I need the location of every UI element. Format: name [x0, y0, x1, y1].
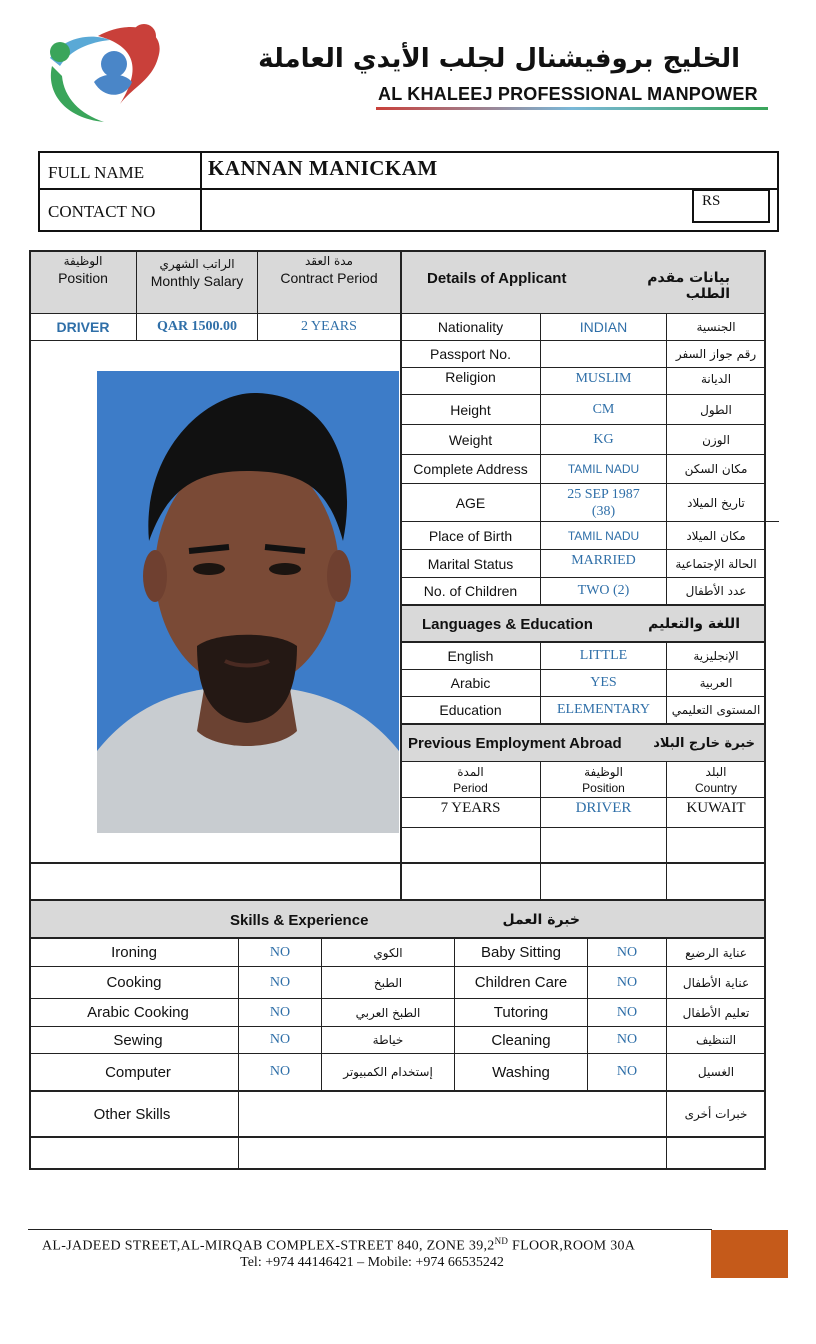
education-label: Education [439, 702, 502, 718]
detail-label-ar: الحالة الإجتماعية [675, 556, 757, 571]
languages-title-ar: اللغة والتعليم [648, 616, 740, 632]
country-header-en: Country [694, 781, 738, 795]
detail-value: TAMIL NADU [567, 528, 640, 543]
position-header-ar: الوظيفة [63, 254, 103, 268]
header-divider [376, 107, 768, 110]
full-name-label: FULL NAME [48, 163, 145, 182]
detail-label: Marital Status [427, 555, 514, 572]
detail-value: TWO (2) [577, 583, 630, 598]
skills-title-ar: خبرة العمل [502, 912, 580, 928]
skill-label: Tutoring [493, 1004, 549, 1021]
emp-period-value: 7 YEARS [440, 799, 501, 816]
details-title: Details of Applicant [427, 270, 567, 287]
footer-divider [28, 1229, 712, 1230]
emp-position-header-en: Position [582, 781, 625, 795]
detail-label-ar: مكان السكن [684, 462, 748, 476]
detail-label-ar: الجنسية [696, 320, 736, 334]
detail-label: Religion [445, 369, 496, 385]
skill-value: NO [269, 1032, 291, 1047]
salary-header [137, 257, 257, 289]
company-logo [40, 18, 170, 126]
detail-label: Height [450, 401, 491, 418]
skill-value: NO [616, 1004, 638, 1020]
employment-title: Previous Employment Abroad [408, 734, 622, 752]
detail-value: CM [592, 401, 615, 417]
language-label: Arabic [450, 675, 491, 691]
detail-label: Passport No. [430, 346, 511, 362]
skill-label: Ironing [111, 944, 157, 961]
footer-address [42, 1236, 702, 1255]
contract-header-ar: مدة العقد [305, 254, 353, 268]
footer-address-a: AL-JADEED STREET,AL-MIRQAB COMPLEX-STREET 840, ZONE 39,2 [42, 1238, 495, 1254]
country-header-ar: البلد [705, 765, 727, 779]
company-name-english: AL KHALEEJ PROFESSIONAL MANPOWER [378, 84, 758, 104]
detail-value: INDIAN [579, 319, 628, 335]
period-header [401, 763, 540, 797]
footer-address-sup: ND [494, 1236, 509, 1246]
language-value: LITTLE [579, 648, 628, 663]
skill-label-ar: عناية الرضيع [685, 945, 747, 960]
position-header [30, 254, 136, 286]
skill-label-ar: الكوي [373, 945, 403, 960]
detail-label-ar: مكان الميلاد [686, 528, 746, 543]
skill-value: NO [616, 944, 638, 960]
applicant-photo [97, 371, 399, 833]
salary-header-en: Monthly Salary [150, 273, 244, 289]
period-header-ar: المدة [457, 765, 484, 779]
position-value: DRIVER [56, 319, 110, 335]
languages-title: Languages & Education [422, 615, 593, 633]
detail-label-ar: الديانة [700, 372, 732, 386]
skill-label-ar: الطبخ العربي [355, 1005, 421, 1020]
skill-label-ar: الطبخ [373, 975, 403, 990]
skill-label-ar: تعليم الأطفال [682, 1005, 750, 1020]
position-header-en: Position [58, 270, 108, 286]
skill-label: Baby Sitting [480, 944, 562, 961]
detail-label: No. of Children [423, 583, 518, 599]
country-header [667, 763, 765, 797]
language-label: English [447, 648, 494, 664]
ref-code: RS [702, 193, 721, 209]
dob-cell [541, 484, 666, 521]
skill-label: Sewing [113, 1031, 163, 1049]
skill-label: Children Care [474, 974, 568, 991]
language-value: YES [590, 675, 617, 690]
company-name-arabic: الخليج بروفيشنال لجلب الأيدي العاملة [258, 44, 740, 74]
detail-value: MARRIED [571, 552, 636, 568]
language-label-ar: الإنجليزية [693, 649, 739, 663]
skill-label: Cleaning [491, 1031, 551, 1049]
skill-value: NO [616, 974, 638, 990]
detail-label: Nationality [437, 319, 504, 335]
contract-value: 2 YEARS [301, 319, 357, 334]
emp-position-header-ar: الوظيفة [584, 765, 623, 779]
language-label-ar: العربية [699, 676, 733, 690]
contract-header [258, 254, 400, 286]
skill-label-ar: إستخدام الكمبيوتر [343, 1065, 433, 1079]
skill-label: Cooking [106, 974, 162, 991]
skill-value: NO [616, 1064, 638, 1079]
education-label-ar: المستوى التعليمي [671, 703, 761, 717]
skills-title: Skills & Experience [230, 911, 369, 929]
detail-label-ar: تاريخ الميلاد [687, 495, 745, 510]
emp-country-value: KUWAIT [686, 799, 746, 816]
skill-label-ar: الغسيل [697, 1065, 735, 1079]
skill-label-ar: خياطة [372, 1033, 404, 1047]
salary-value: QAR 1500.00 [156, 319, 238, 334]
detail-label: Place of Birth [428, 527, 513, 544]
other-skills-label-ar: خبرات أخرى [684, 1107, 748, 1121]
skill-label: Washing [492, 1063, 550, 1081]
skill-label-ar: التنظيف [695, 1033, 737, 1047]
education-value: ELEMENTARY [557, 702, 650, 717]
skill-label: Arabic Cooking [87, 1004, 189, 1021]
employment-title-ar: خبرة خارج البلاد [653, 735, 755, 751]
skill-label: Computer [105, 1063, 171, 1081]
footer-accent-box [711, 1230, 788, 1278]
detail-label: Complete Address [413, 461, 528, 477]
detail-label: AGE [455, 494, 486, 511]
other-skills-label: Other Skills [93, 1105, 171, 1123]
contract-header-en: Contract Period [280, 270, 378, 286]
skill-value: NO [616, 1032, 638, 1047]
footer-phone: Tel: +974 44146421 – Mobile: +974 66535242 [240, 1255, 504, 1270]
footer-address-b: FLOOR,ROOM 30A [508, 1238, 636, 1254]
detail-label: Weight [448, 431, 493, 448]
identity-box [38, 151, 779, 232]
contact-label: CONTACT NO [48, 202, 156, 221]
skill-value: NO [269, 974, 291, 990]
detail-label-ar: رقم جواز السفر [675, 347, 757, 361]
emp-position-value: DRIVER [575, 799, 632, 816]
detail-value: MUSLIM [575, 371, 632, 386]
skill-value: NO [269, 1064, 291, 1079]
detail-value: TAMIL NADU [567, 462, 640, 476]
skill-value: NO [269, 1004, 291, 1020]
period-header-en: Period [453, 781, 488, 795]
age-value: (38) [591, 503, 616, 519]
skill-label-ar: عناية الأطفال [682, 975, 750, 990]
full-name-value: KANNAN MANICKAM [208, 156, 438, 180]
detail-value [541, 341, 666, 367]
details-title-ar: بيانات مقدم الطلب [647, 270, 730, 302]
detail-value: KG [593, 431, 614, 447]
detail-label-ar: عدد الأطفال [685, 584, 747, 598]
skill-value: NO [269, 944, 291, 960]
detail-label-ar: الوزن [702, 432, 730, 447]
salary-header-ar: الراتب الشهري [159, 257, 235, 271]
dob-value: 25 SEP 1987 [567, 486, 640, 502]
detail-label-ar: الطول [700, 402, 732, 417]
emp-position-header [541, 763, 666, 797]
